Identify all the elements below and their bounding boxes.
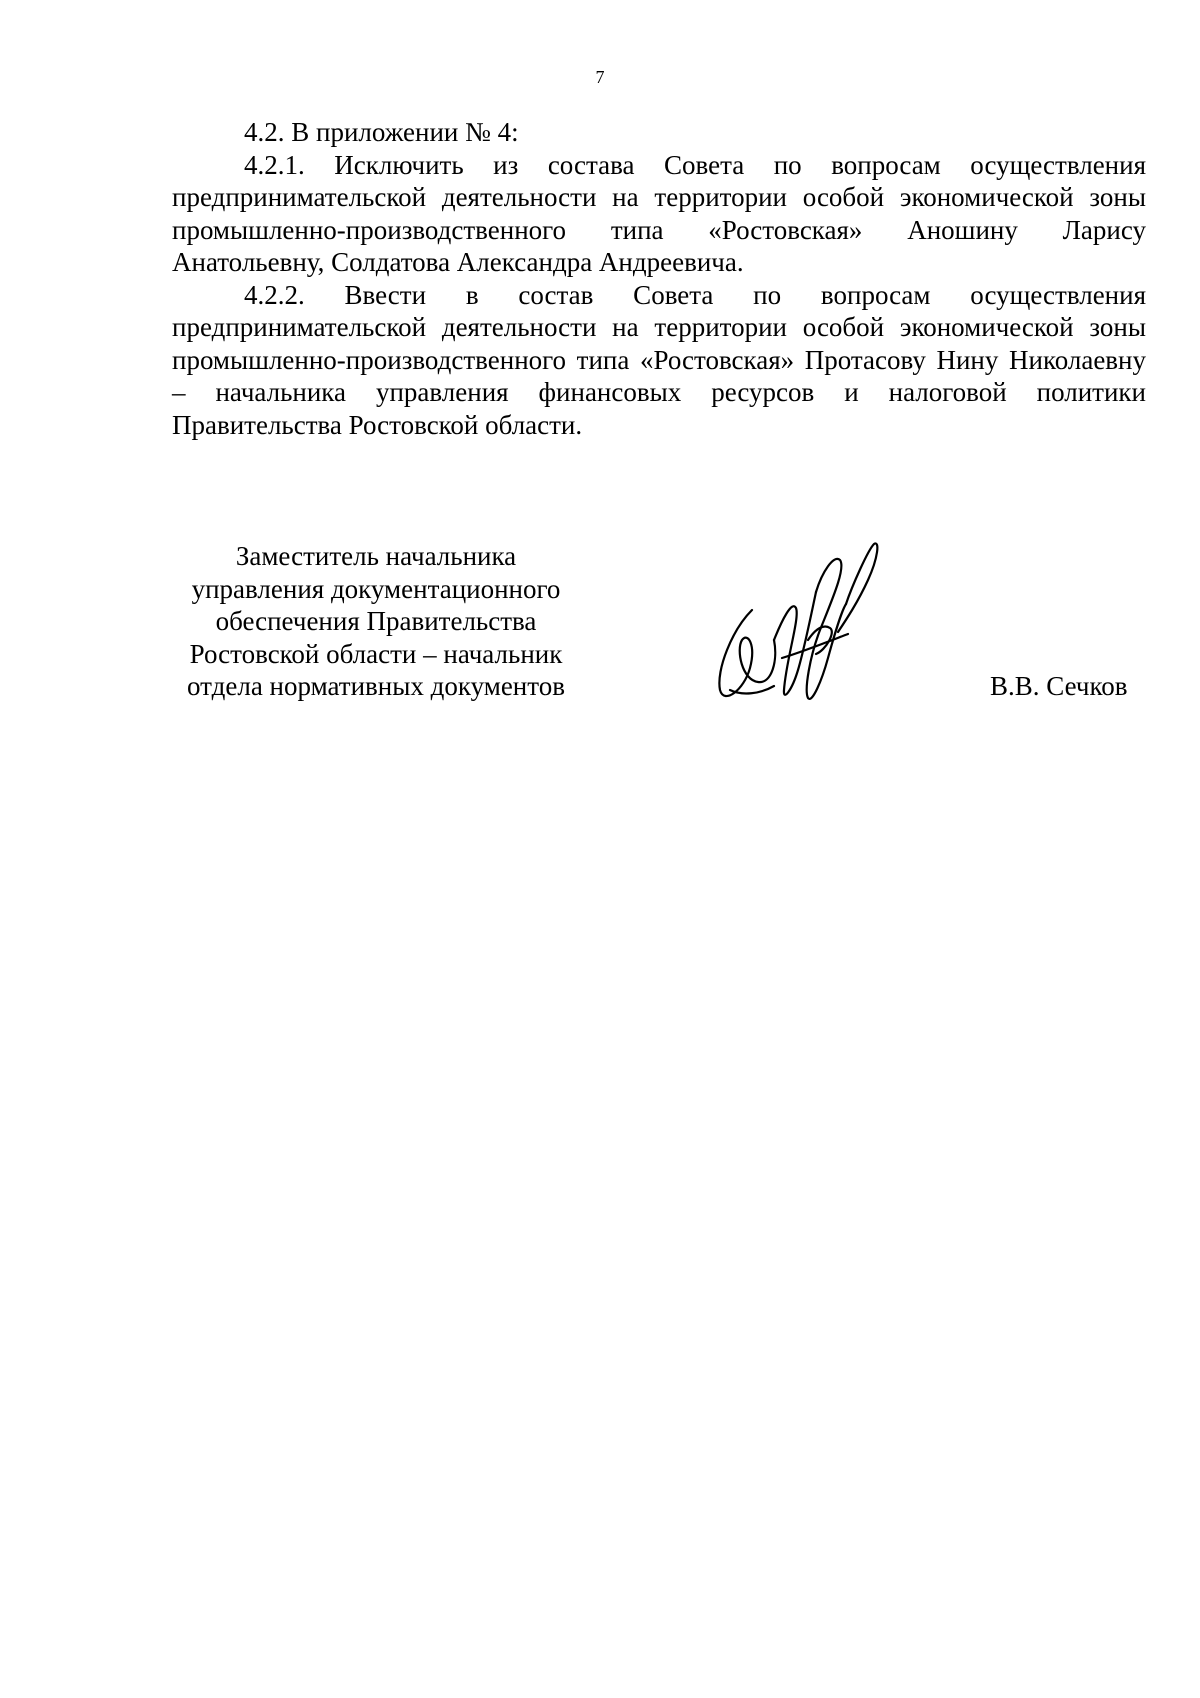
position-line: Заместитель начальника <box>235 541 517 571</box>
position-line: обеспечения Правительства <box>215 606 537 636</box>
signatory-position <box>172 540 580 703</box>
position-line: отдела нормативных документов <box>187 671 565 701</box>
paragraph-4-2: 4.2. В приложении № 4: <box>244 117 519 147</box>
page-number: 7 <box>595 67 605 87</box>
paragraph-4-2-1: 4.2.1. Исключить из состава Совета по вопросам осуществления предпринимательской деятельности на территории особой экономической зоны промышленно-производственного типа «Ростовская» Аношину Ларису Анатольевну, Солдатова Александра Андреевича. <box>172 149 1146 277</box>
position-line: Ростовской области – начальник <box>189 638 563 669</box>
position-line: управления документационного <box>191 573 561 604</box>
handwritten-signature <box>712 540 892 710</box>
paragraph-4-2-2: 4.2.2. Ввести в состав Совета по вопросам осуществления предпринимательской деятельности на территории особой экономической зоны промышленно-производственного типа «Ростовская» Протасову Нину Николаевну – начальника управления финансовых ресурсов и налоговой политики Правительства Ростовской области. <box>172 279 1146 440</box>
document-body <box>172 116 1146 441</box>
signatory-name: В.В. Сечков <box>990 671 1128 701</box>
